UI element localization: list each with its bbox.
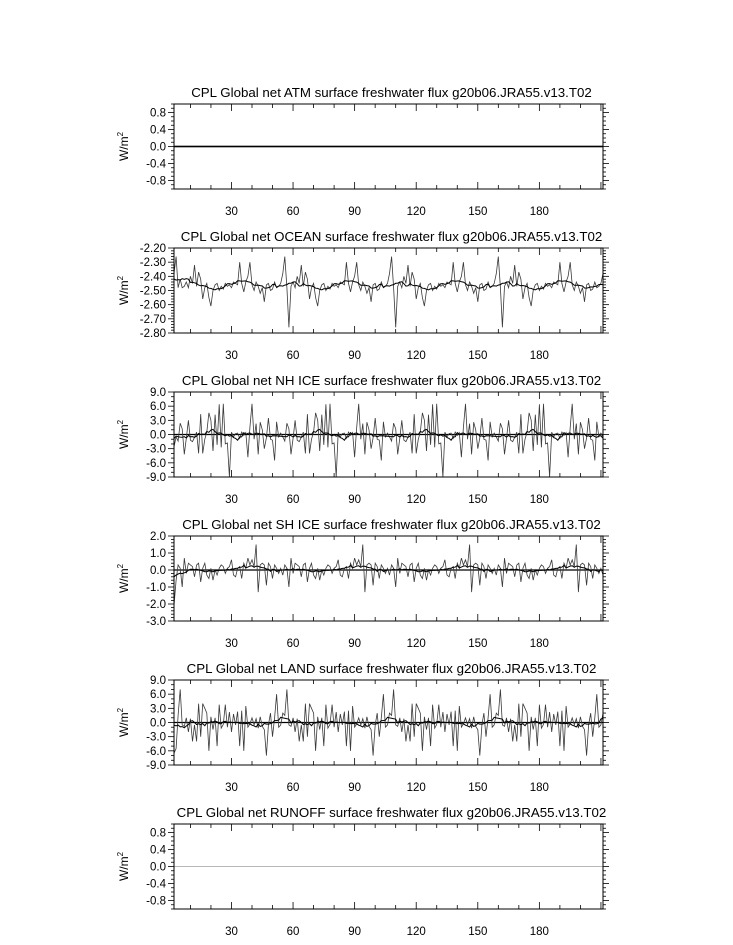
y-tick-label: 0.4 [150,844,166,857]
y-tick-label: 1.0 [150,548,166,560]
y-tick-label: -2.60 [139,299,166,312]
y-axis-label [116,851,131,881]
x-tick-label: 180 [529,206,549,218]
y-tick-label: -2.40 [139,271,166,284]
x-tick-label: 30 [225,782,238,794]
y-tick-label: 2.0 [150,531,166,543]
y-tick-label: -2.20 [139,243,166,255]
y-axis-label-superscript: 2 [116,707,125,713]
raw-series-line [174,257,603,328]
panel-title: CPL Global net LAND surface freshwater flux g20b06.JRA55.v13.T02 [186,661,597,676]
y-axis-label-text: W/m [117,712,131,738]
x-tick-label: 180 [529,638,549,650]
x-tick-label: 90 [348,206,362,218]
y-axis-label [116,419,131,449]
x-tick-label: 150 [468,350,488,362]
y-tick-label: 0.8 [150,107,166,120]
x-tick-label: 60 [286,638,300,650]
x-tick-label: 120 [406,206,426,218]
y-tick-label: -9.0 [146,760,166,772]
panel-title: CPL Global net SH ICE surface freshwater flux g20b06.JRA55.v13.T02 [182,517,601,532]
y-tick-label: 0.0 [150,565,166,577]
y-axis-label-text: W/m [117,280,131,306]
x-tick-label: 90 [348,638,362,650]
y-axis-label [116,707,131,737]
panel-2 [116,373,609,506]
x-tick-label: 150 [468,206,488,218]
x-tick-label: 30 [225,638,238,650]
y-axis-label-superscript: 2 [116,563,125,569]
x-tick-label: 30 [225,206,238,218]
y-tick-label: 0.0 [150,141,166,154]
y-tick-label: 6.0 [150,689,166,702]
x-tick-label: 120 [406,494,426,506]
y-tick-label: -0.4 [146,158,166,171]
y-tick-label: -3.0 [146,731,166,744]
y-axis-label-superscript: 2 [116,851,125,857]
y-axis-label-superscript: 2 [116,419,125,425]
panel-4 [116,661,609,794]
y-tick-label: 0.4 [150,124,166,137]
y-tick-label: -0.4 [146,878,166,891]
y-tick-label: 0.0 [150,429,166,442]
plot-frame [174,536,603,621]
y-tick-label: 0.0 [150,861,166,874]
x-tick-label: 90 [348,350,362,362]
panel-1 [116,229,609,362]
y-axis-label-superscript: 2 [116,131,125,137]
y-tick-label: 3.0 [150,415,166,428]
y-tick-label: -1.0 [146,582,166,594]
y-axis-label-text: W/m [117,856,131,882]
y-tick-label: -3.0 [146,616,166,628]
raw-series-line [174,404,603,477]
panel-title: CPL Global net OCEAN surface freshwater flux g20b06.JRA55.v13.T02 [180,229,603,244]
y-axis-label-text: W/m [117,136,131,162]
y-tick-label: -0.8 [146,175,166,188]
x-tick-label: 60 [286,350,300,362]
y-tick-label: 0.0 [150,717,166,730]
x-tick-label: 150 [468,782,488,794]
panel-5 [116,805,609,938]
x-tick-label: 90 [348,494,362,506]
x-tick-label: 120 [406,638,426,650]
y-axis-label-text: W/m [117,424,131,450]
panel-title: CPL Global net NH ICE surface freshwater flux g20b06.JRA55.v13.T02 [181,373,602,388]
x-tick-label: 120 [406,782,426,794]
x-tick-label: 60 [286,782,300,794]
y-axis-label-text: W/m [117,568,131,594]
x-tick-label: 60 [286,206,300,218]
y-tick-label: -2.50 [139,285,166,298]
y-tick-label: 9.0 [150,387,166,399]
y-tick-label: -2.80 [139,328,166,340]
y-tick-label: -2.70 [139,313,166,326]
y-tick-label: 3.0 [150,703,166,716]
y-tick-label: -2.30 [139,257,166,270]
x-tick-label: 60 [286,494,300,506]
y-axis-label [116,563,131,593]
raw-series-line [174,545,603,606]
x-tick-label: 90 [348,782,362,794]
y-tick-label: 6.0 [150,401,166,414]
y-axis-label [116,275,131,305]
y-tick-label: -0.8 [146,895,166,908]
x-tick-label: 150 [468,494,488,506]
x-tick-label: 180 [529,350,549,362]
panel-title: CPL Global net ATM surface freshwater flux g20b06.JRA55.v13.T02 [191,85,592,100]
x-tick-label: 60 [286,926,300,938]
x-tick-label: 30 [225,494,238,506]
x-tick-label: 180 [529,494,549,506]
x-tick-label: 120 [406,926,426,938]
x-tick-label: 180 [529,926,549,938]
y-tick-label: -9.0 [146,472,166,484]
x-tick-label: 150 [468,638,488,650]
y-axis-label [116,131,131,161]
x-tick-label: 180 [529,782,549,794]
y-tick-label: -2.0 [146,599,166,611]
panel-0 [116,85,609,218]
x-tick-label: 30 [225,926,238,938]
plot-frame [174,248,603,333]
y-tick-label: 9.0 [150,675,166,687]
panel-title: CPL Global net RUNOFF surface freshwater flux g20b06.JRA55.v13.T02 [176,805,607,820]
y-tick-label: 0.8 [150,827,166,840]
x-tick-label: 30 [225,350,238,362]
x-tick-label: 90 [348,926,362,938]
y-tick-label: -6.0 [146,745,166,758]
panel-3 [116,517,609,650]
y-axis-label-superscript: 2 [116,275,125,281]
x-tick-label: 150 [468,926,488,938]
x-tick-label: 120 [406,350,426,362]
y-tick-label: -3.0 [146,443,166,456]
y-tick-label: -6.0 [146,457,166,470]
